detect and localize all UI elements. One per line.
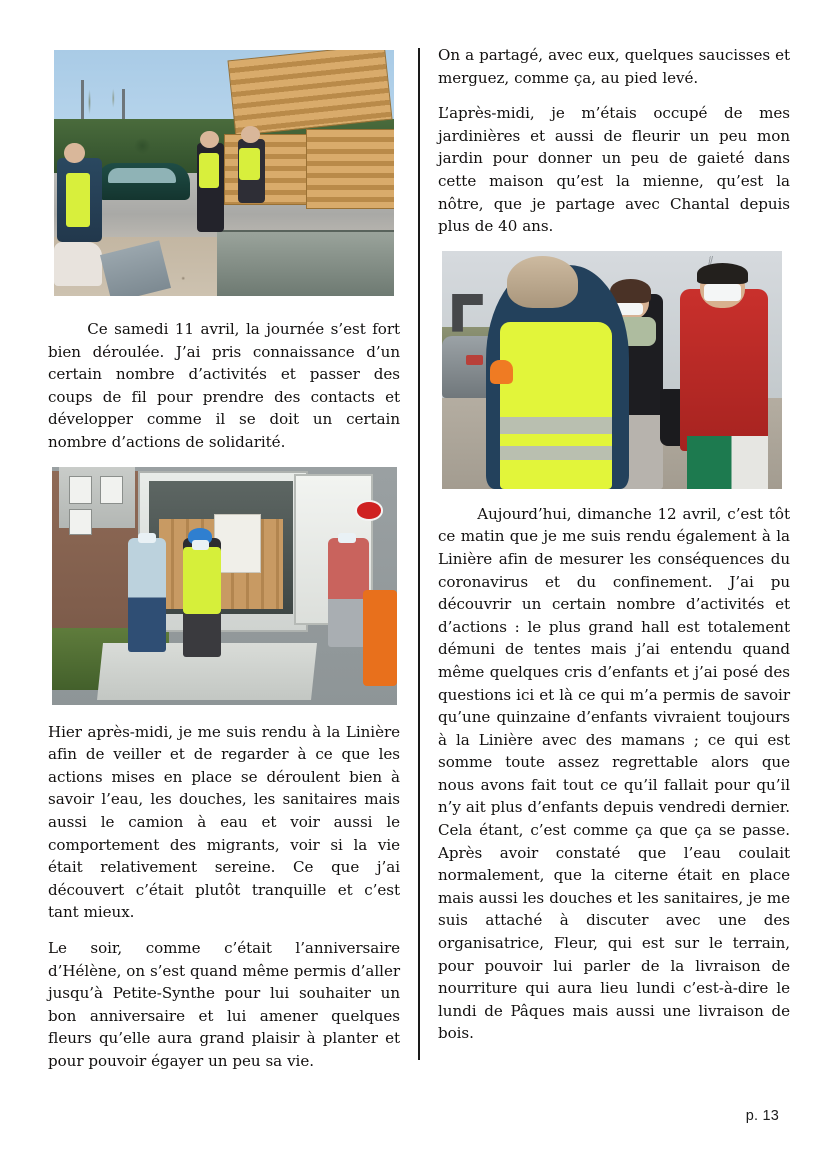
person-hair — [697, 263, 748, 284]
window-pane — [69, 509, 92, 535]
no-entry-sign-icon — [355, 500, 383, 521]
car-taillight — [466, 355, 483, 365]
person-hair — [610, 279, 651, 303]
face-mask-icon — [192, 540, 209, 550]
person-head — [241, 126, 260, 143]
reflective-band — [500, 446, 612, 460]
hi-vis-vest — [199, 153, 219, 187]
left-column — [48, 44, 400, 1072]
photo-discussion-scene — [442, 251, 782, 489]
wooden-pallet — [306, 129, 394, 210]
hi-vis-vest — [66, 173, 90, 227]
reflective-band — [500, 417, 612, 434]
column-divider-rule — [418, 48, 420, 1060]
photo-pallets-scene — [54, 50, 394, 296]
person-red-jacket — [680, 289, 768, 451]
hi-vis-vest-printed — [500, 322, 612, 489]
left-paragraph-2: Hier après-midi, je me suis rendu à la Linière afin de veiller et de regarder à ce que les actions mises en place se déroulent bien à savoir l’eau, les douches, les sanitaires mais aussi le camion à eau et voir aussi le comportement des migrants, voir si la vie était relativement sereine. Ce que j’ai découvert c’était plutôt tranquille et c’est tant mieux. — [48, 722, 400, 922]
left-paragraph-3: Le soir, comme c’était l’anniversaire d’Hélène, on s’est quand même permis d’aller jusqu’à Petite-Synthe pour lui souhaiter un bon anniversaire et lui amener quelques fleurs qu’elle aura grand plaisir à planter et pour pouvoir égayer un peu sa vie. — [48, 938, 400, 1070]
right-paragraph-2: L’après-midi, je m’étais occupé de mes jardinières et aussi de fleurir un peu mon jardin pour donner un peu de gaieté dans cette maison qu’est la mienne, qu’est la nôtre, que je partage avec Chantal depuis plus de 40 ans. — [438, 104, 790, 236]
person-head — [64, 143, 84, 163]
right-paragraph-3: Aujourd’hui, dimanche 12 avril, c’est tôt ce matin que je me suis rendu également à la Linière afin de mesurer les conséquences du coronavirus et du confinement. J’ai pu découvrir un certain nombre d’activités et d’actions : le plus grand hall est totalement démuni de tentes mais j’ai entendu quand même quelques cris d’enfants et j’ai posé des questions ici et là ce qui m’a permis de savoir qu’une quinzaine d’enfants vivraient toujours à la Linière avec des mamans ; ce qui est somme toute assez regrettable alors que nous avons fait tout ce qu’il fallait pour qu’il n’y ait plus d’enfants depuis vendredi dernier. Cela étant, c’est comme ça que ça se passe. Après avoir constaté que l’eau coulait normalement, que la citerne était en place mais aussi les douches et les sanitaires, je me suis attaché à discuter avec une des organisatrice, Fleur, qui est sur le terrain, pour pouvoir lui parler de la livraison de nourriture qui aura lieu lundi c’est-à-dire le lundi de Pâques mais aussi une livraison de bois. — [438, 504, 790, 1043]
face-mask-icon — [338, 533, 355, 543]
photo-pallets-loading — [54, 50, 394, 296]
page-number: p. 13 — [745, 1108, 779, 1124]
photo-truck-scene — [52, 467, 397, 705]
face-mask-icon — [138, 533, 155, 543]
person-hair — [507, 256, 578, 308]
trailer-bed — [217, 230, 394, 296]
right-paragraph-1: On a partagé, avec eux, quelques saucisses et merguez, comme ça, au pied levé. — [438, 46, 790, 87]
crouching-person — [54, 242, 102, 286]
right-column — [438, 44, 790, 1045]
photo-truck-delivery — [52, 467, 397, 705]
person-trousers — [687, 436, 769, 488]
photo-discussion-masks — [442, 251, 782, 489]
white-boxes — [214, 514, 261, 573]
helping-hand-logo-icon — [490, 360, 514, 384]
window-pane — [69, 476, 92, 504]
person-blue-shirt — [128, 538, 166, 652]
person-orange-vest — [363, 590, 398, 685]
window-pane — [100, 476, 123, 504]
hi-vis-vest — [239, 148, 259, 180]
hi-vis-vest — [183, 547, 221, 614]
ffp2-mask-icon — [704, 284, 741, 301]
car-window — [108, 168, 176, 183]
left-paragraph-1: Ce samedi 11 avril, la journée s’est fort bien déroulée. J’ai pris connaissance d’un certain nombre d’activités et passer des coups de fil pour prendre des contacts et développer comme il se doit un certain nombre d’actions de solidarité. — [48, 320, 400, 451]
